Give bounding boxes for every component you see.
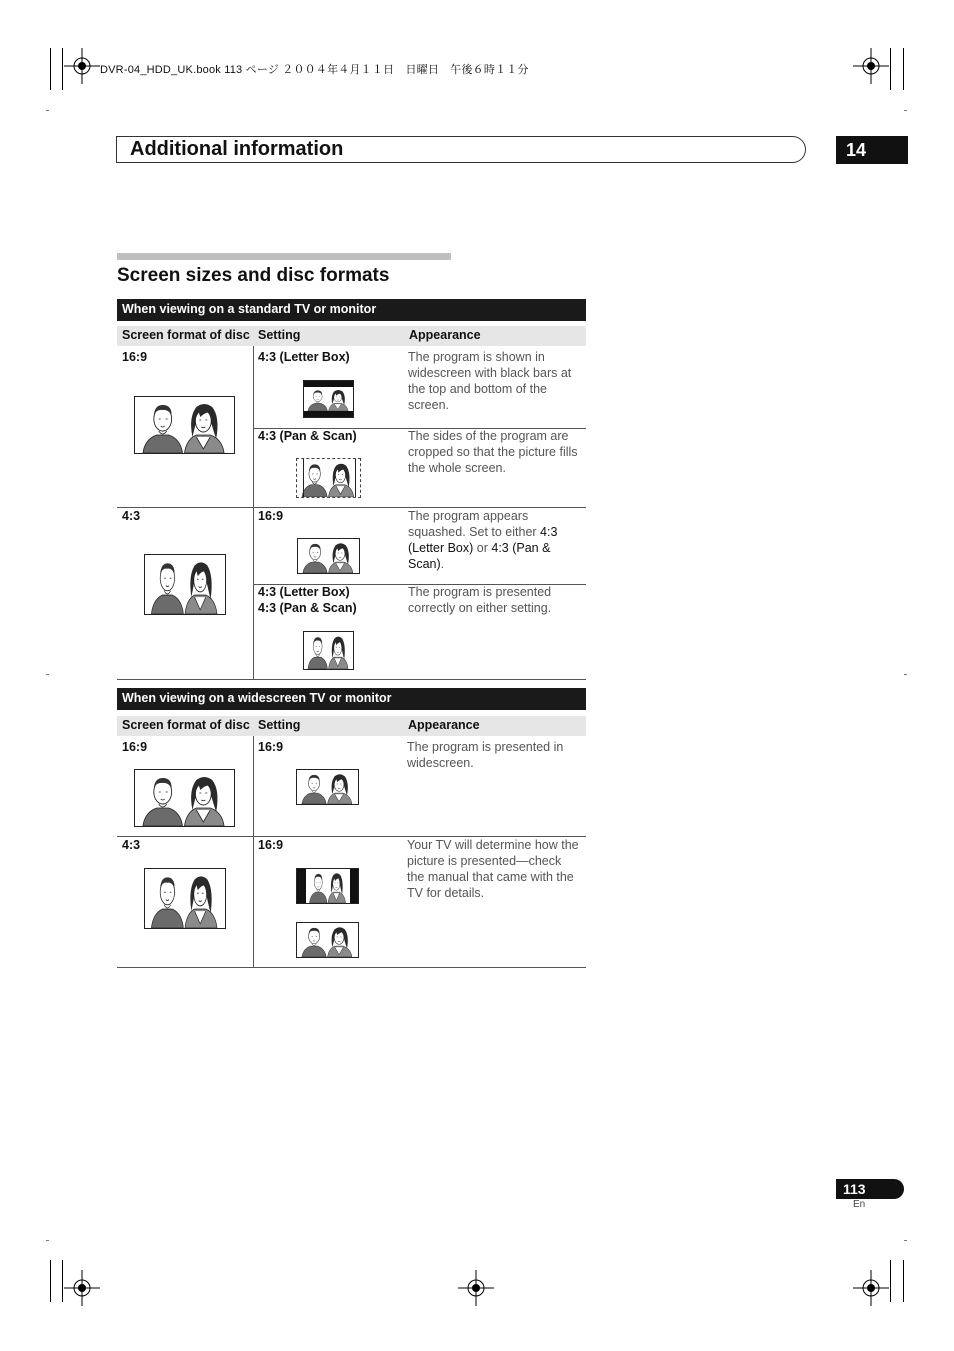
setting-16-9: 16:9: [258, 838, 284, 852]
col-setting-header: Setting: [258, 718, 301, 732]
setting-pan-scan: 4:3 (Pan & Scan): [258, 429, 357, 443]
col-format-header: Screen format of disc: [122, 718, 250, 732]
language-code: En: [853, 1199, 866, 1210]
tv-pillarbox-illustration: [296, 868, 359, 904]
setting-pan-scan-2: 4:3 (Pan & Scan): [258, 601, 357, 615]
tv-letterbox-illustration: [303, 380, 354, 418]
table-bottom-rule: [117, 967, 586, 968]
tick-mark: [46, 110, 49, 111]
chapter-title: Additional information: [130, 138, 344, 160]
tv-correct-illustration: [303, 631, 354, 670]
desc-widescreen: The program is presented in widescreen.: [407, 740, 564, 770]
tick-mark: [904, 674, 907, 675]
tv-pan-scan-illustration: [296, 458, 361, 498]
standard-tv-column-headers: [117, 326, 586, 346]
wide-tv-heading: When viewing on a widescreen TV or monitor: [117, 688, 586, 710]
tick-mark: [46, 674, 49, 675]
setting-16-9: 16:9: [258, 509, 284, 523]
crop-mark: [903, 48, 904, 90]
registration-mark-icon: [853, 1270, 889, 1306]
format-4-3: 4:3: [122, 838, 141, 852]
format-16-9: 16:9: [122, 350, 148, 364]
column-divider: [253, 736, 254, 968]
format-4-3: 4:3: [122, 509, 141, 523]
desc-correct: The program is presented correctly on either setting.: [408, 585, 552, 615]
registration-mark-icon: [458, 1270, 494, 1306]
file-header: DVR-04_HDD_UK.book 113 ページ ２００４年４月１１日 日曜日 午後６時１１分: [100, 64, 529, 76]
column-divider: [253, 346, 254, 680]
registration-mark-icon: [64, 1270, 100, 1306]
crop-mark: [62, 1260, 63, 1302]
standard-tv-heading: When viewing on a standard TV or monitor: [117, 299, 586, 321]
col-format-header: Screen format of disc: [122, 328, 250, 342]
desc-letterbox: The program is shown in widescreen with black bars at the top and bottom of the screen.: [408, 350, 572, 412]
crop-mark: [50, 1260, 51, 1302]
setting-letterbox: 4:3 (Letter Box): [258, 350, 350, 364]
setting-letterbox-2: 4:3 (Letter Box): [258, 585, 350, 599]
format-16-9: 16:9: [122, 740, 148, 754]
col-appearance-header: Appearance: [408, 718, 480, 732]
setting-16-9: 16:9: [258, 740, 284, 754]
col-appearance-header: Appearance: [409, 328, 481, 342]
crop-mark: [50, 48, 51, 90]
wide-tv-column-headers: [117, 716, 586, 736]
desc-pan-scan: The sides of the program are cropped so that the picture fills the whole screen.: [408, 429, 578, 475]
tick-mark: [46, 1240, 49, 1241]
tv-4-3-illustration: [144, 554, 226, 615]
tv-squashed-illustration: [297, 538, 360, 574]
tv-16-9-illustration: [134, 769, 235, 827]
crop-mark: [903, 1260, 904, 1302]
registration-mark-icon: [64, 48, 100, 84]
table-bottom-rule: [117, 679, 586, 680]
crop-mark: [890, 48, 891, 90]
tv-16-9-illustration: [134, 396, 235, 454]
registration-mark-icon: [853, 48, 889, 84]
desc-tv-determines: Your TV will determine how the picture is presented—check the manual that came with the TV for details.: [407, 838, 579, 900]
chapter-number: 14: [836, 136, 908, 164]
tick-mark: [904, 110, 907, 111]
page-number: 113: [836, 1179, 904, 1199]
section-rule: [117, 253, 451, 260]
tv-widescreen-illustration: [296, 769, 359, 805]
desc-squashed: The program appears squashed. Set to either 4:3 (Letter Box) or 4:3 (Pan & Scan).: [408, 509, 558, 571]
tv-stretched-illustration: [296, 922, 359, 958]
tick-mark: [904, 1240, 907, 1241]
crop-mark: [890, 1260, 891, 1302]
tv-4-3-illustration: [144, 868, 226, 929]
section-title: Screen sizes and disc formats: [117, 265, 390, 286]
crop-mark: [62, 48, 63, 90]
col-setting-header: Setting: [258, 328, 301, 342]
